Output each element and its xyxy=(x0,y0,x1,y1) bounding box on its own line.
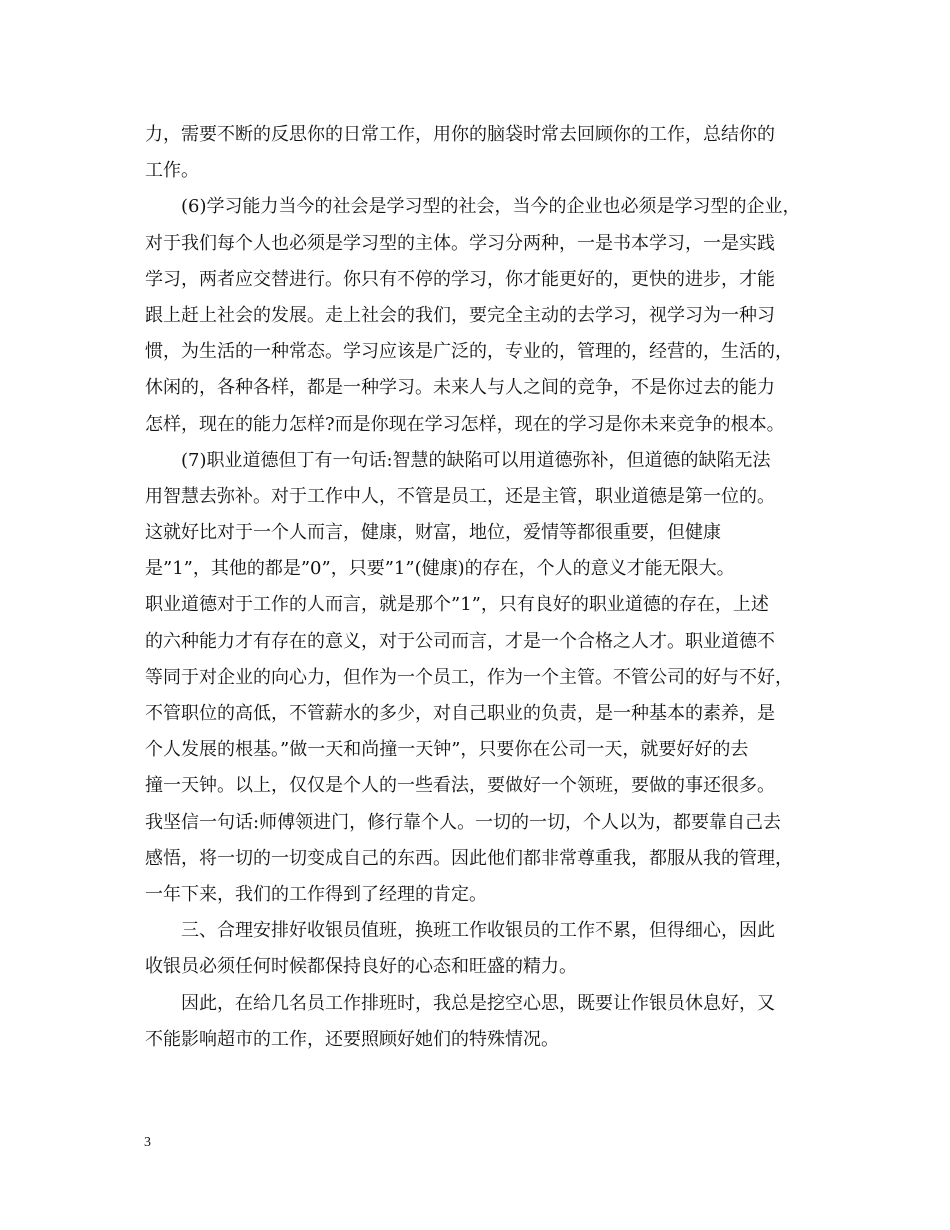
text-line: 怎样，现在的能力怎样?而是你现在学习怎样，现在的学习是你未来竞争的根本。 xyxy=(145,413,785,435)
body-text xyxy=(145,117,820,1058)
text-line: 的六种能力才有存在的意义，对于公司而言，才是一个合格之人才。职业道德不 xyxy=(145,630,775,652)
page-number: 3 xyxy=(144,1135,151,1150)
text-line: 惯，为生活的一种常态。学习应该是广泛的，专业的，管理的，经营的，生活的， xyxy=(145,341,793,363)
text-line: 因此，在给几名员工作排班时，我总是挖空心思，既要让作银员休息好，又 xyxy=(145,992,775,1014)
text-line: 三、合理安排好收银员值班，换班工作收银员的工作不累，但得细心，因此 xyxy=(145,920,775,942)
text-line: 是”1”，其他的都是”0”，只要”1”(健康)的存在，个人的意义才能无限大。 xyxy=(145,558,735,580)
text-line: 不管职位的高低，不管薪水的多少，对自己职业的负责，是一种基本的素养，是 xyxy=(145,703,775,724)
text-line: 撞一天钟。以上，仅仅是个人的一些看法，要做好一个领班，要做的事还很多。 xyxy=(145,775,775,797)
text-line: 学习，两者应交替进行。你只有不停的学习，你才能更好的，更快的进步，才能 xyxy=(145,268,775,290)
text-line: 收银员必须任何时候都保持良好的心态和旺盛的精力。 xyxy=(145,956,577,978)
text-line: 等同于对企业的向心力，但作为一个员工，作为一个主管。不管公司的好与不好， xyxy=(145,666,793,688)
text-line: 我坚信一句话:师傅领进门，修行靠个人。一切的一切，个人以为，都要靠自己去 xyxy=(145,811,782,833)
text-line: 力，需要不断的反思你的日常工作，用你的脑袋时常去回顾你的工作，总结你的 xyxy=(145,124,775,145)
text-line: 对于我们每个人也必须是学习型的主体。学习分两种，一是书本学习，一是实践 xyxy=(145,232,775,254)
text-line: 一年下来，我们的工作得到了经理的肯定。 xyxy=(145,883,487,905)
text-line: 工作。 xyxy=(145,160,199,182)
text-line: 不能影响超市的工作，还要照顾好她们的特殊情况。 xyxy=(145,1028,559,1050)
text-line: 职业道德对于工作的人而言，就是那个”1”，只有良好的职业道德的存在，上述 xyxy=(145,594,769,616)
text-line: (6)学习能力当今的社会是学习型的社会，当今的企业也必须是学习型的企业， xyxy=(145,196,801,218)
text-line: 这就好比对于一个人而言，健康，财富，地位，爱情等都很重要，但健康 xyxy=(145,522,721,544)
text-line: (7)职业道德但丁有一句话:智慧的缺陷可以用道德弥补，但道德的缺陷无法 xyxy=(145,449,771,471)
text-line: 跟上赶上社会的发展。走上社会的我们，要完全主动的去学习，视学习为一种习 xyxy=(145,304,775,326)
text-line: 休闲的，各种各样，都是一种学习。未来人与人之间的竞争，不是你过去的能力 xyxy=(145,377,775,399)
text-line: 用智慧去弥补。对于工作中人，不管是员工，还是主管，职业道德是第一位的。 xyxy=(145,485,775,507)
text-line: 感悟，将一切的一切变成自己的东西。因此他们都非常尊重我，都服从我的管理， xyxy=(145,847,793,869)
text-line: 个人发展的根基。”做一天和尚撞一天钟”，只要你在公司一天，就要好好的去 xyxy=(145,739,749,761)
